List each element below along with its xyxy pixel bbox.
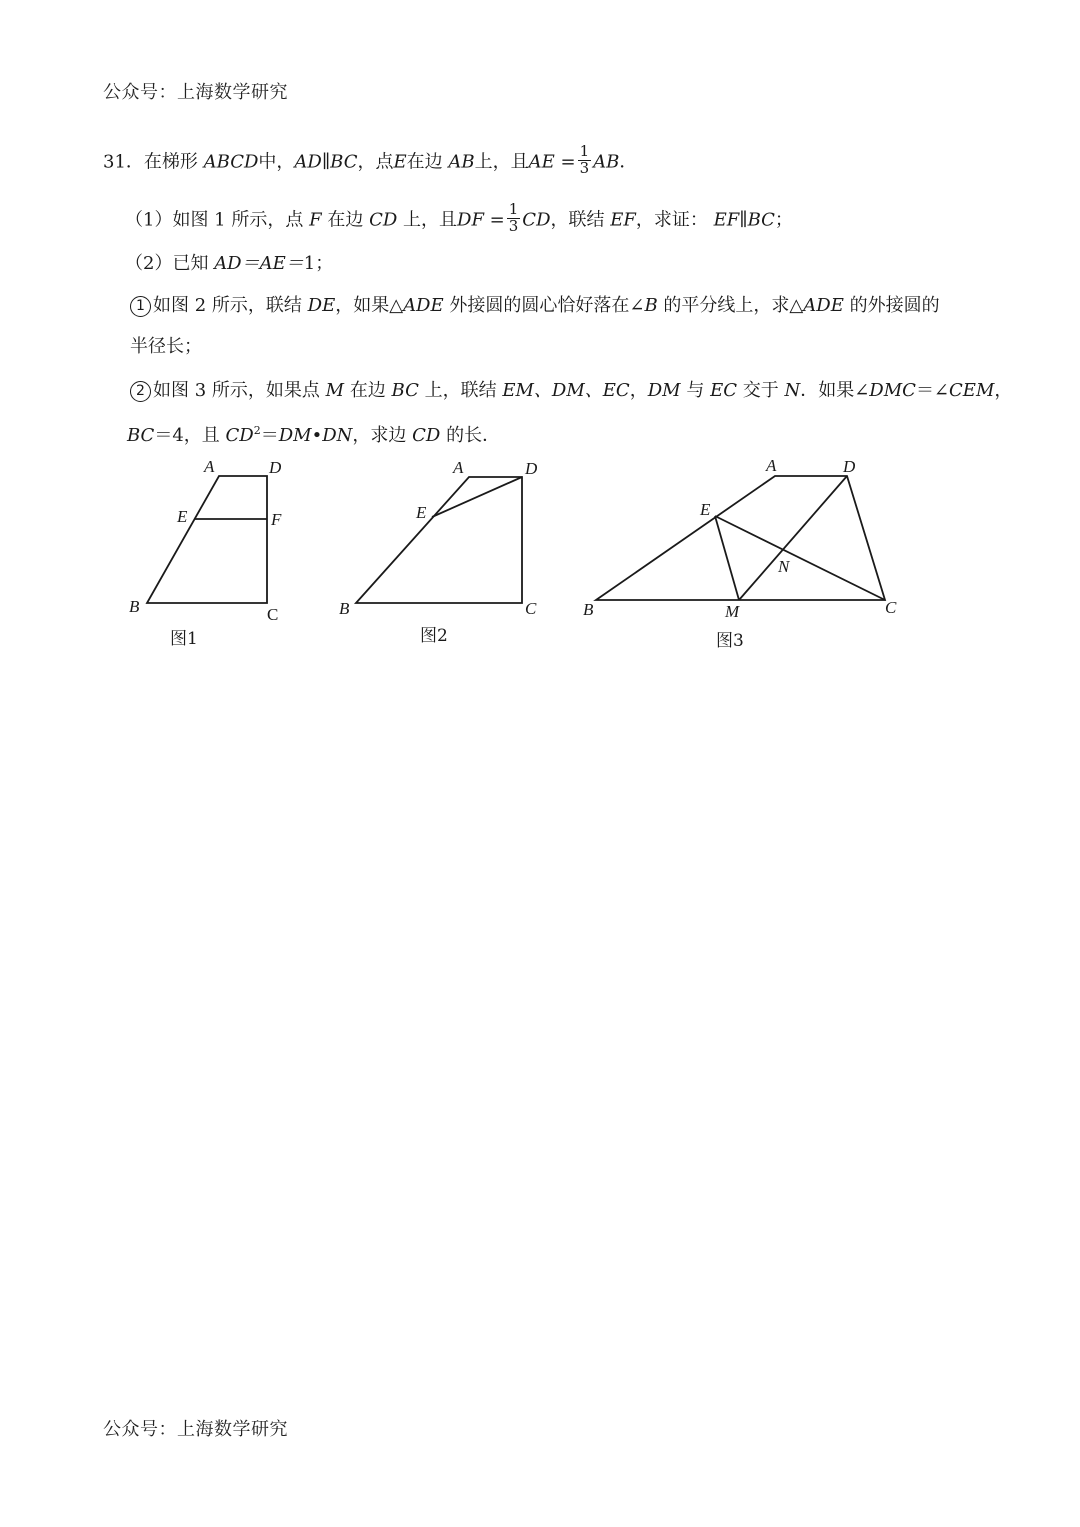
fig2-label-B: B — [339, 599, 350, 618]
fig2-label-A: A — [453, 458, 464, 477]
fig3-label-C: C — [885, 598, 897, 617]
fig3-label-M: M — [725, 602, 740, 621]
fig1-label-F: F — [271, 510, 282, 529]
fraction-one-third-2: $\frac{1}{3}$ — [508, 200, 519, 235]
fig3-segment-DM — [739, 476, 847, 600]
fig3-caption: 图3 — [716, 631, 744, 651]
figure-3 — [583, 456, 897, 651]
problem-stem: 31．在梯形 ABCD中，AD∥BC，点E在边 AB上，且AE = $\frac{1}{3}$ AB． — [103, 142, 638, 177]
circled-number-1: 1 — [130, 296, 151, 317]
part-1: （1）如图 1 所示，点 F 在边 CD 上，且DF = $\frac{1}{3}$ CD，联结 EF，求证： EF∥BC； — [125, 200, 793, 235]
fig1-label-B: B — [129, 597, 140, 616]
fig3-label-N: N — [778, 557, 790, 576]
fig3-label-B: B — [583, 600, 594, 619]
part-2: （2）已知 AD＝AE＝1； — [125, 253, 334, 274]
fraction-one-third: $\frac{1}{3}$ — [579, 142, 590, 177]
fig2-label-C: C — [525, 599, 537, 618]
sub-question-1: 1 如图 2 所示，联结 DE，如果△ADE 外接圆的圆心恰好落在∠B 的平分线上，求△ADE 的外接圆的 — [130, 296, 940, 317]
fig3-label-D: D — [843, 457, 856, 476]
fig1-label-C: C — [267, 605, 279, 624]
sub-question-2-cont: BC＝4，且 $CD^2=DM•DN$，求边 CD 的长． — [127, 424, 501, 446]
figures-canvas — [0, 0, 1080, 700]
fig2-label-E: E — [416, 503, 427, 522]
fig3-label-A: A — [766, 456, 777, 475]
fig2-trapezoid — [356, 477, 522, 603]
sub-question-2: 2 如图 3 所示，如果点 M 在边 BC 上，联结 EM、DM、EC，DM 与 EC 交于 N．如果∠DMC＝∠CEM， — [130, 381, 1012, 402]
sub-question-1-cont: 半径长； — [130, 336, 202, 357]
fig1-label-E: E — [177, 507, 188, 526]
circled-number-2: 2 — [130, 381, 151, 402]
fig1-label-A: A — [204, 457, 215, 476]
page-footer: 公众号：上海数学研究 — [103, 1419, 288, 1440]
fig1-caption: 图1 — [170, 629, 198, 649]
figure-2 — [339, 458, 538, 646]
fig2-label-D: D — [525, 459, 538, 478]
problem-number: 31． — [103, 151, 144, 173]
fig3-label-E: E — [700, 500, 711, 519]
page-header: 公众号：上海数学研究 — [103, 82, 288, 103]
figure-1 — [129, 457, 282, 649]
fig2-segment-DE — [432, 477, 522, 517]
fig1-trapezoid — [147, 476, 267, 603]
fig3-trapezoid — [596, 476, 885, 600]
fig1-label-D: D — [269, 458, 282, 477]
fig3-segment-EM — [715, 516, 739, 600]
fig2-caption: 图2 — [420, 626, 448, 646]
